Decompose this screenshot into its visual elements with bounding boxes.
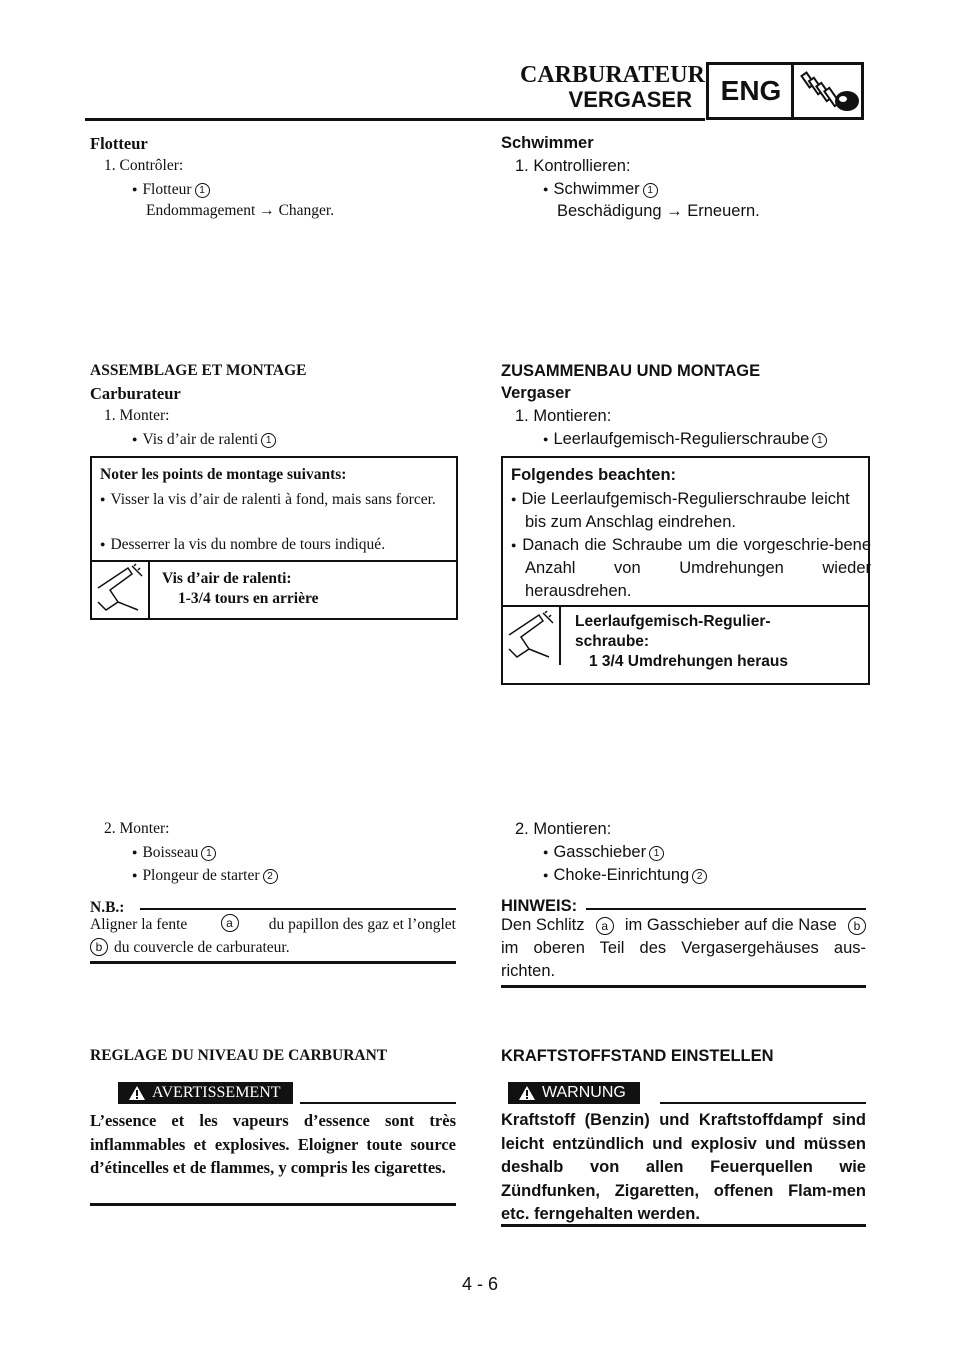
de-nb-rule-top [586,908,866,910]
fr-warning-text: L’essence et les vapeurs d’essence sont très inflammables et explosives. Eloigner toute source d’étincelles et de flammes, y compris les cigarettes. [90,1111,456,1177]
fr-nb-title: N.B.: [90,899,125,916]
de-item2a-label: Gasschieber [553,843,647,861]
de-note-title: Folgendes beachten: [511,466,677,484]
de-warning-badge [508,1082,640,1104]
de-fuel-heading: KRAFTSTOFFSTAND EINSTELLEN [501,1047,774,1065]
engine-icon [797,67,861,115]
de-note-bullet1 [511,488,871,534]
de-warning-text: Kraftstoff (Benzin) und Kraftstoffdampf sind leicht entzündlich und explosiv und müssen deshalb von allen Feuerquellen wie Zündfunken, Zigaretten, offenen Flam-men etc. ferngehalten werden. [501,1111,866,1223]
fr-note-bullet2 [100,533,446,556]
fr-item2b [132,864,278,887]
fr-warning-label: AVERTISSEMENT [152,1084,281,1101]
fr-item2a-num: 1 [201,846,216,861]
de-nb-line1 [501,914,866,937]
fr-float-result: Endommagement → Changer. [146,202,335,219]
fr-spec-icon-cell [92,562,150,618]
fr-assembly-step1: 1. Monter: [104,407,170,424]
fr-nb-text1: Aligner la fente [90,916,188,933]
header-title-de: VERGASER [568,87,692,112]
fr-assembly-item-label: Vis d’air de ralenti [142,431,259,448]
fr-nb-mark-b: b [90,938,108,956]
fr-note-title: Noter les points de montage suivants: [100,466,347,483]
page-number: 4 - 6 [461,1274,499,1294]
fr-item2b-num: 2 [263,869,278,884]
section-badge-divider [791,65,794,117]
de-nb-text3: im oberen Teil des Vergasergehäuses aus-richten. [501,939,866,980]
de-item2a-num: 1 [649,846,664,861]
fr-nb-rule-top [140,908,456,910]
fr-note-bullet1-text: Visser la vis d’air de ralenti à fond, mais sans forcer. [110,491,436,508]
de-note-bullet2-text: Danach die Schraube um die vorgeschrie-bene Anzahl von Umdrehungen wieder herausdrehen. [522,536,871,600]
fr-item2b-label: Plongeur de starter [142,867,260,884]
fr-assembly-item-num: 1 [261,433,276,448]
fr-warning-badge [118,1082,293,1104]
de-spec-icon-cell [503,607,561,665]
header-rule [85,118,705,121]
caliper-icon [503,607,559,665]
fr-float-step1: 1. Contrôler: [104,157,184,174]
section-badge [706,62,864,120]
de-float-result: Beschädigung → Erneuern. [557,202,760,220]
header-title-fr: CARBURATEUR [520,62,705,88]
de-assembly-heading: ZUSAMMENBAU UND MONTAGE [501,362,761,380]
fr-float-heading: Flotteur [90,134,148,153]
caliper-icon [92,562,148,618]
warning-icon [128,1085,146,1101]
de-warning-rule-bottom [501,1224,866,1227]
fr-item2a [132,841,216,864]
de-assembly-item-label: Leerlaufgemisch-Regulierschraube [553,430,810,448]
de-warning-label: WARNUNG [542,1084,626,1101]
de-note-bullet1-text: Die Leerlaufgemisch-Regulierschraube leicht bis zum Anschlag eindrehen. [521,490,850,531]
de-float-item [543,178,658,201]
fr-spec-value: 1-3/4 tours en arrière [178,590,319,607]
fr-assembly-heading: ASSEMBLAGE ET MONTAGE [90,362,307,379]
de-spec-label1: Leerlaufgemisch-Regulier- [575,613,771,630]
de-spec-value: 1 3/4 Umdrehungen heraus [589,653,788,670]
fr-nb-rule-bottom [90,961,456,964]
de-note-box [501,456,870,685]
de-nb-title: HINWEIS: [501,897,578,915]
de-assembly-step2: 2. Montieren: [515,820,612,838]
fr-note-bullet2-text: Desserrer la vis du nombre de tours indiqué. [110,536,386,553]
de-assembly-step1: 1. Montieren: [515,407,612,425]
fr-assembly-subheading: Carburateur [90,384,181,403]
de-nb-mark-a: a [596,917,614,935]
fr-nb-text3: du couvercle de carburateur. [114,939,290,956]
fr-assembly-step2: 2. Monter: [104,820,170,837]
fr-nb-text2: du papillon des gaz et l’onglet [268,916,456,933]
de-float-item-num: 1 [643,183,658,198]
de-item2a [543,841,664,864]
fr-float-item-num: 1 [195,183,210,198]
de-nb-rule-bottom [501,985,866,988]
de-item2b-label: Choke-Einrichtung [553,866,690,884]
fr-item2a-label: Boisseau [142,844,199,861]
fr-nb-mark-a: a [221,914,239,932]
de-note-bullet2-dot [511,536,522,554]
de-float-item-label: Schwimmer [553,180,640,198]
de-nb-mark-b: b [848,917,866,935]
fr-nb-line1 [90,914,456,936]
de-float-step1: 1. Kontrollieren: [515,157,631,175]
fr-assembly-item [132,428,276,451]
fr-fuel-heading: REGLAGE DU NIVEAU DE CARBURANT [90,1047,388,1064]
de-float-heading: Schwimmer [501,134,594,152]
de-item2b-num: 2 [692,869,707,884]
de-assembly-subheading: Vergaser [501,384,571,402]
de-warning-rule-top [660,1102,866,1104]
de-note-bullet1-dot [511,490,521,508]
fr-note-box [90,456,458,620]
de-nb-text2: im Gasschieber auf die Nase [624,916,837,934]
fr-nb-line2 [90,937,290,959]
fr-warning-rule-bottom [90,1203,456,1206]
de-assembly-item-num: 1 [812,433,827,448]
fr-float-item-label: Flotteur [142,181,192,198]
fr-note-bullet1 [100,488,446,511]
de-nb-text1: Den Schlitz [501,916,585,934]
de-item2b [543,864,707,887]
de-spec-label2: schraube: [575,633,650,650]
de-note-bullet2 [511,534,871,603]
fr-float-item [132,178,210,201]
de-assembly-item [543,428,827,451]
warning-icon [518,1085,536,1101]
fr-spec-label: Vis d’air de ralenti: [162,570,292,587]
section-badge-label: ENG [720,75,782,106]
fr-warning-rule-top [300,1102,456,1104]
